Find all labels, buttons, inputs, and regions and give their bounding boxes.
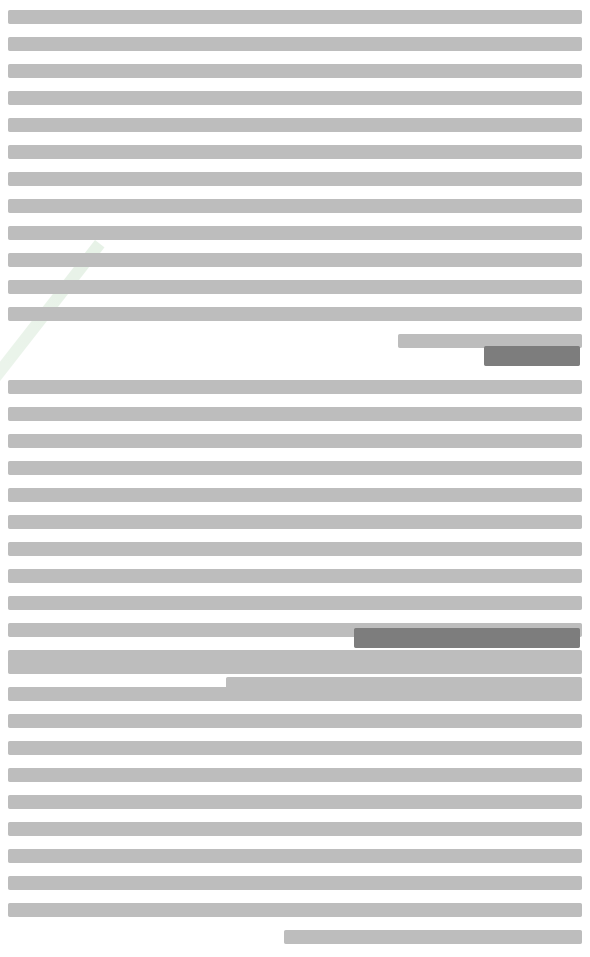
text-line [8, 515, 582, 529]
text-line [8, 64, 582, 78]
text-line [8, 687, 582, 701]
text-line [8, 768, 582, 782]
text-line [8, 542, 582, 556]
text-line [8, 461, 582, 475]
text-line [8, 795, 582, 809]
text-line [8, 903, 582, 917]
text-line [8, 172, 582, 186]
text-line [8, 849, 582, 863]
paragraph-3 [8, 660, 582, 957]
text-line [8, 434, 582, 448]
paragraph-1 [8, 10, 582, 361]
text-line [8, 822, 582, 836]
text-line [8, 118, 582, 132]
section-heading-2 [354, 628, 580, 648]
text-line [8, 876, 582, 890]
text-line [8, 91, 582, 105]
text-line [8, 10, 582, 24]
text-line [8, 253, 582, 267]
text-line [8, 226, 582, 240]
text-line [8, 569, 582, 583]
text-line [8, 488, 582, 502]
text-line [8, 596, 582, 610]
paragraph-2 [8, 380, 582, 704]
text-line [8, 199, 582, 213]
text-line [8, 380, 582, 394]
text-line [8, 280, 582, 294]
section-heading-1 [484, 346, 580, 366]
text-line [284, 930, 582, 944]
text-line [8, 37, 582, 51]
text-line [8, 741, 582, 755]
text-line [8, 407, 582, 421]
text-line [8, 307, 582, 321]
text-line [8, 660, 582, 674]
text-line [8, 714, 582, 728]
text-line [8, 145, 582, 159]
